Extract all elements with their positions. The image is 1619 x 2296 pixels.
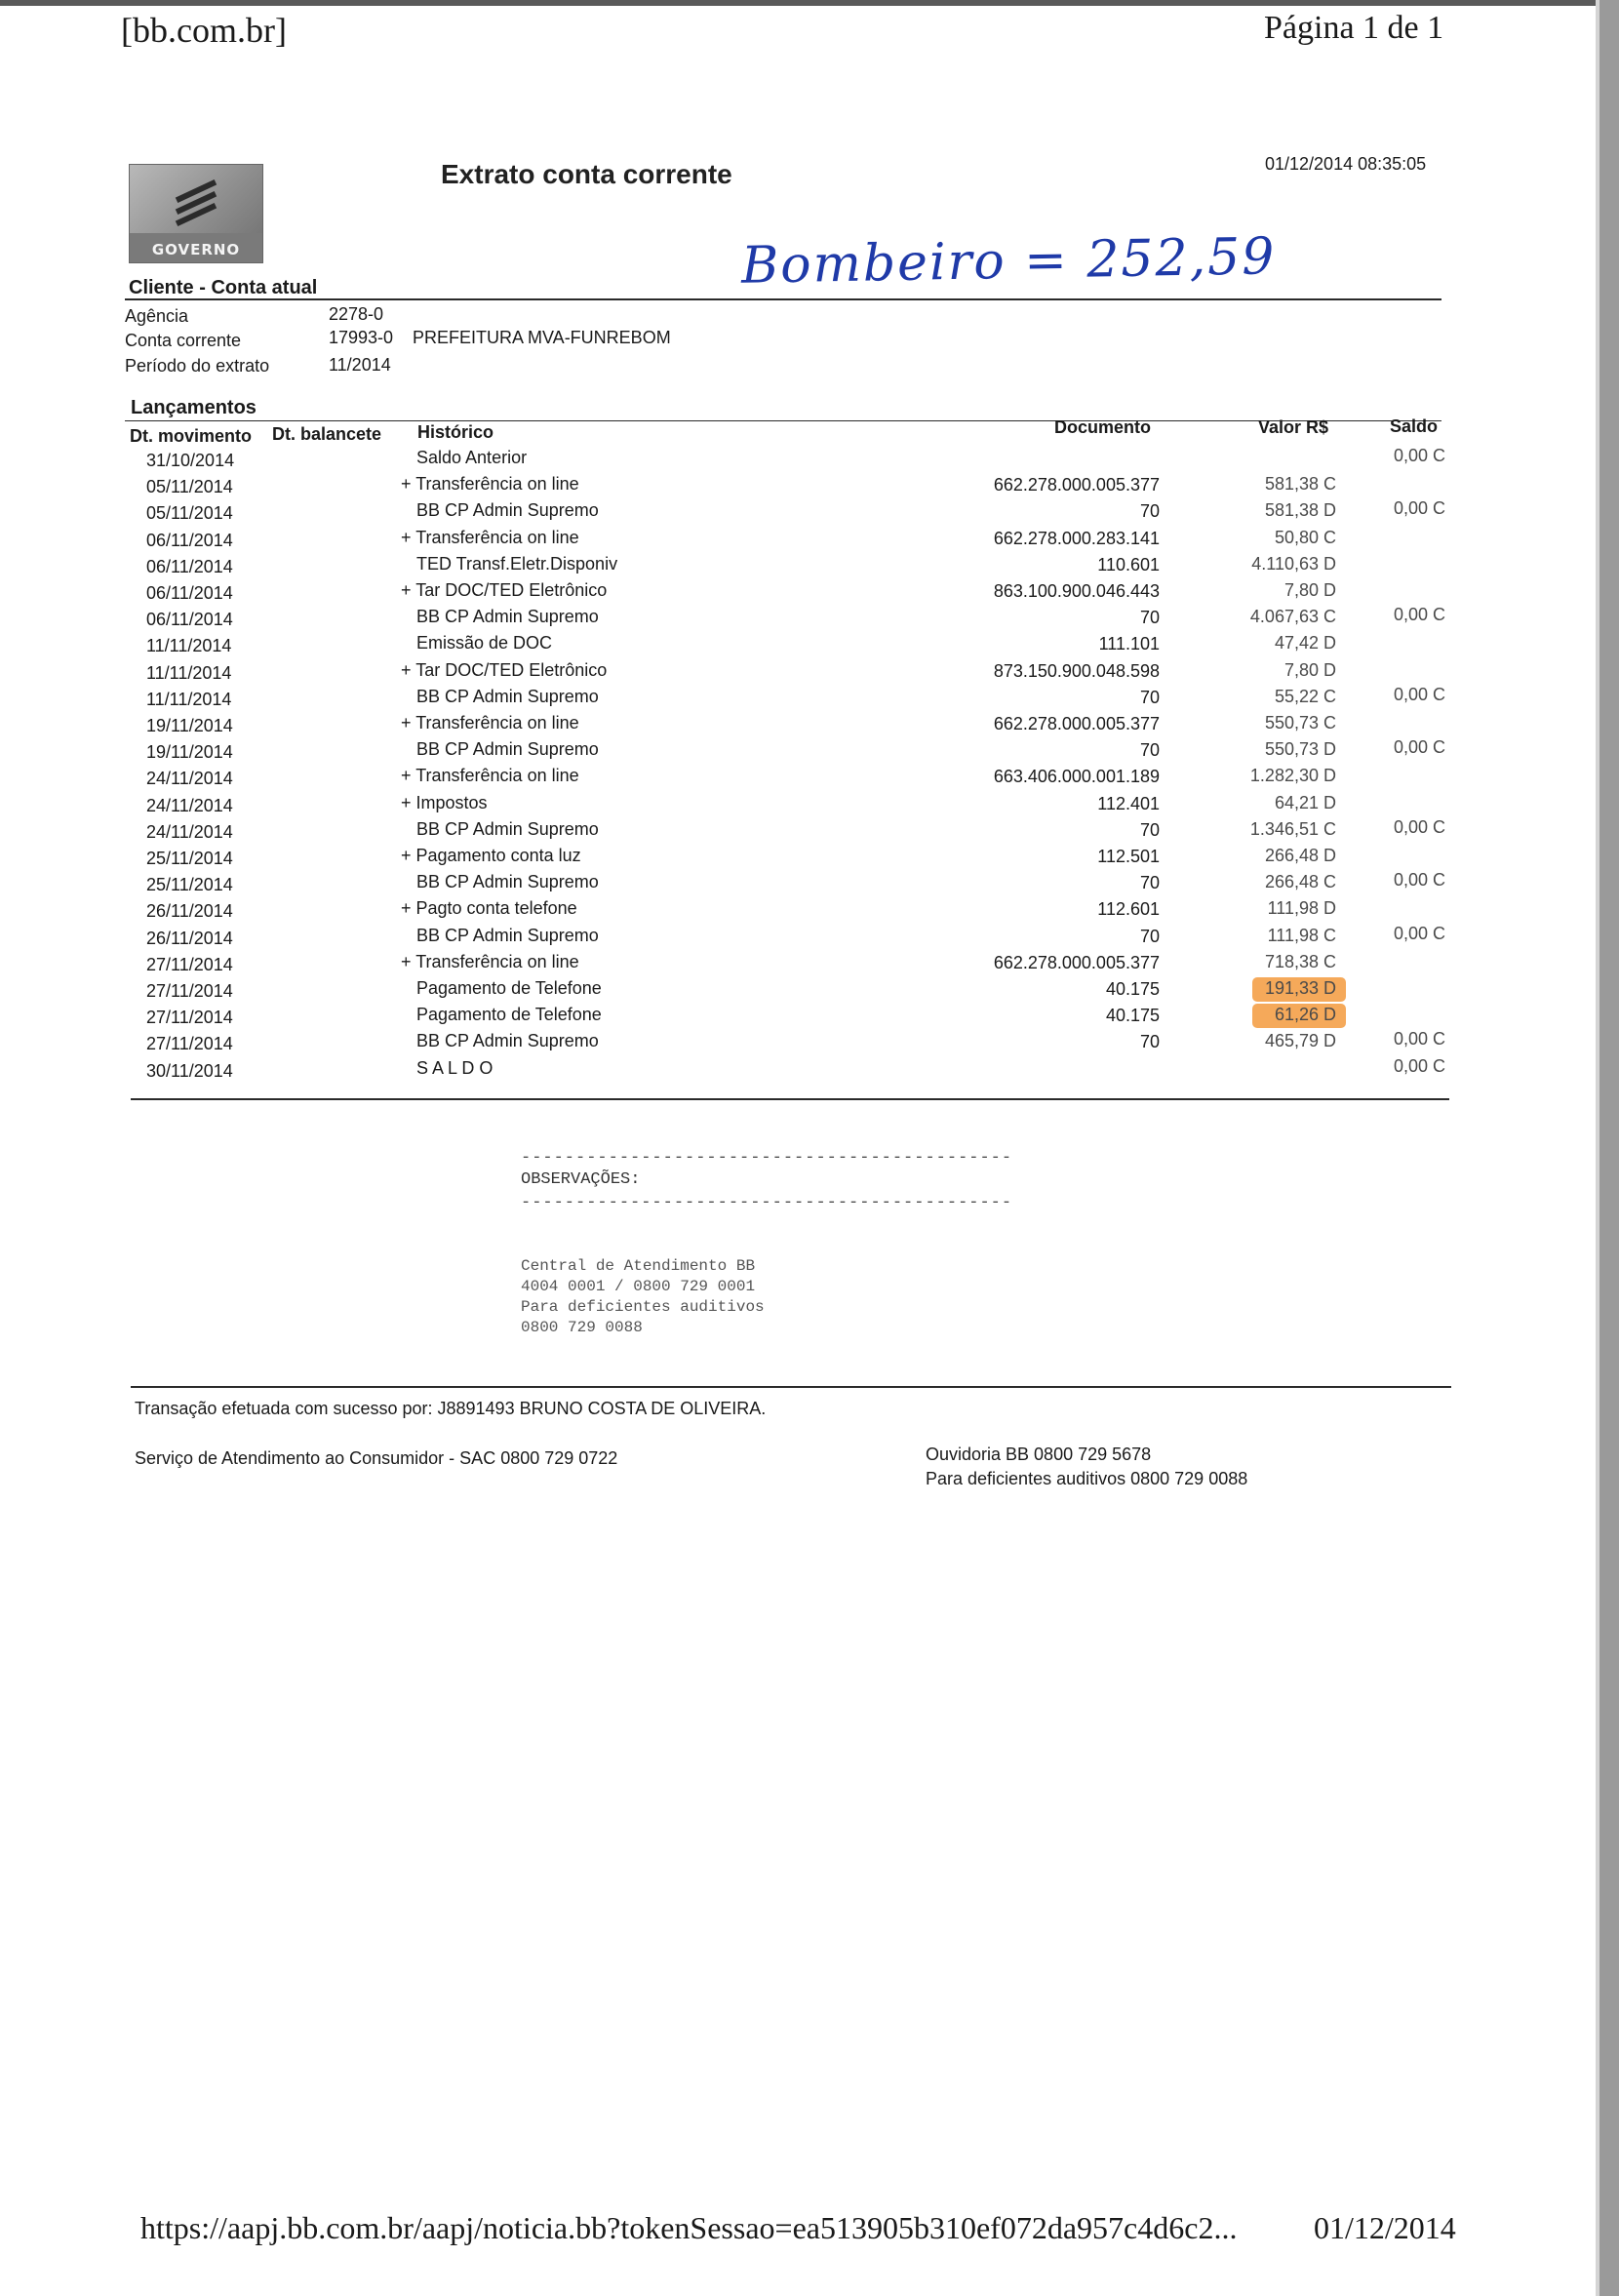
row-historico: BB CP Admin Supremo [416, 687, 599, 706]
row-documento: 70 [1139, 740, 1160, 760]
logo-text: GOVERNO [151, 241, 241, 258]
row-historico: BB CP Admin Supremo [416, 739, 599, 759]
row-date: 30/11/2014 [146, 1061, 233, 1081]
client-divider [125, 298, 1441, 300]
row-documento: 40.175 [1105, 1006, 1160, 1025]
transacao-text: Transação efetuada com sucesso por: J8891493 BRUNO COSTA DE OLIVEIRA. [135, 1399, 767, 1418]
handwritten-note: Bombeiro = 252,59 [740, 227, 1277, 296]
footer-divider [131, 1386, 1451, 1388]
row-documento: 70 [1139, 927, 1160, 946]
row-documento: 662.278.000.005.377 [993, 475, 1160, 495]
central-line-1: Central de Atendimento BB [521, 1257, 756, 1275]
row-valor: 4.110,63 D [1251, 554, 1336, 574]
row-date: 27/11/2014 [146, 955, 233, 974]
row-historico: + Transferência on line [401, 474, 579, 494]
row-valor: 64,21 D [1274, 793, 1336, 812]
row-valor: 550,73 C [1264, 713, 1336, 732]
table-bottom-rule [131, 1098, 1449, 1100]
periodo-label: Período do extrato [125, 356, 270, 376]
document-datetime: 01/12/2014 08:35:05 [1265, 154, 1427, 174]
row-valor: 4.067,63 C [1249, 607, 1336, 626]
row-documento: 70 [1139, 1032, 1160, 1051]
print-header-page: Página 1 de 1 [1264, 10, 1444, 46]
agencia-label: Agência [125, 306, 189, 326]
row-historico: + Tar DOC/TED Eletrônico [401, 580, 608, 600]
row-date: 11/11/2014 [146, 690, 232, 709]
row-valor: 111,98 D [1267, 898, 1336, 918]
row-valor: 111,98 C [1267, 926, 1336, 945]
row-historico: Saldo Anterior [416, 448, 528, 467]
row-saldo: 0,00 C [1393, 737, 1445, 757]
row-date: 06/11/2014 [146, 557, 233, 576]
row-date: 05/11/2014 [146, 477, 233, 496]
row-saldo: 0,00 C [1393, 870, 1445, 890]
row-historico: BB CP Admin Supremo [416, 872, 599, 891]
ouvidoria-text: Ouvidoria BB 0800 729 5678 [926, 1445, 1152, 1464]
bb-logo-icon [169, 175, 223, 229]
row-documento: 70 [1139, 608, 1160, 627]
scan-border-top [0, 0, 1619, 6]
row-valor: 191,33 D [1264, 978, 1336, 998]
row-valor: 61,26 D [1274, 1005, 1336, 1024]
row-historico: Pagamento de Telefone [416, 978, 602, 998]
conta-value: 17993-0 [329, 328, 394, 347]
row-date: 19/11/2014 [146, 742, 233, 762]
row-valor: 55,22 C [1274, 687, 1336, 706]
row-valor: 7,80 D [1283, 580, 1336, 600]
row-date: 19/11/2014 [146, 716, 233, 735]
row-historico: + Tar DOC/TED Eletrônico [401, 660, 608, 680]
print-footer-date: 01/12/2014 [1314, 2210, 1456, 2245]
row-documento: 70 [1139, 501, 1160, 521]
obs-dashes-top: --------------------------------------------- [521, 1149, 1013, 1168]
row-historico: BB CP Admin Supremo [416, 607, 599, 626]
row-historico: + Transferência on line [401, 766, 579, 785]
row-documento: 70 [1139, 820, 1160, 840]
row-historico: + Pagto conta telefone [401, 898, 577, 918]
row-date: 24/11/2014 [146, 796, 233, 815]
row-historico: TED Transf.Eletr.Disponiv [416, 554, 618, 574]
row-date: 27/11/2014 [146, 1008, 233, 1027]
row-date: 26/11/2014 [146, 901, 233, 921]
row-valor: 7,80 D [1283, 660, 1336, 680]
conta-label: Conta corrente [125, 331, 242, 350]
row-historico: Emissão de DOC [416, 633, 553, 653]
row-valor: 581,38 C [1264, 474, 1336, 494]
row-valor: 581,38 D [1264, 500, 1336, 520]
row-valor: 550,73 D [1264, 739, 1336, 759]
row-valor: 465,79 D [1264, 1031, 1336, 1050]
periodo-value: 11/2014 [329, 355, 391, 375]
col-dt-movimento: Dt. movimento [130, 426, 253, 446]
row-historico: BB CP Admin Supremo [416, 819, 599, 839]
document-title: Extrato conta corrente [441, 159, 732, 189]
row-date: 06/11/2014 [146, 531, 233, 550]
central-line-2: 4004 0001 / 0800 729 0001 [521, 1278, 756, 1295]
col-valor: Valor R$ [1258, 417, 1329, 437]
conta-titular: PREFEITURA MVA-FUNREBOM [413, 328, 671, 347]
bb-governo-logo [129, 164, 263, 263]
row-date: 06/11/2014 [146, 610, 233, 629]
row-date: 05/11/2014 [146, 503, 233, 523]
row-documento: 662.278.000.005.377 [993, 953, 1160, 972]
row-saldo: 0,00 C [1393, 817, 1445, 837]
obs-dashes-bottom: --------------------------------------------- [521, 1194, 1013, 1212]
central-line-3: Para deficientes auditivos [521, 1298, 765, 1316]
col-dt-balancete: Dt. balancete [272, 424, 382, 444]
row-date: 25/11/2014 [146, 875, 233, 894]
print-footer-url: https://aapj.bb.com.br/aapj/noticia.bb?tokenSessao=ea513905b310ef072da957c4d6c2... [140, 2210, 1238, 2245]
agencia-value: 2278-0 [329, 304, 384, 324]
row-date: 11/11/2014 [146, 636, 232, 655]
row-saldo: 0,00 C [1393, 446, 1445, 465]
row-date: 26/11/2014 [146, 929, 233, 948]
client-section-label: Cliente - Conta atual [129, 277, 318, 298]
row-valor: 266,48 C [1264, 872, 1336, 891]
row-date: 24/11/2014 [146, 822, 233, 842]
row-documento: 70 [1139, 688, 1160, 707]
sac-text: Serviço de Atendimento ao Consumidor - SAC 0800 729 0722 [135, 1448, 618, 1468]
row-valor: 1.282,30 D [1249, 766, 1336, 785]
row-documento: 112.501 [1097, 847, 1160, 866]
row-date: 25/11/2014 [146, 849, 233, 868]
row-date: 06/11/2014 [146, 583, 233, 603]
row-saldo: 0,00 C [1393, 924, 1445, 943]
obs-label: OBSERVAÇÕES: [521, 1170, 641, 1189]
lancamentos-divider [125, 420, 1441, 421]
ouvidoria-deficientes-text: Para deficientes auditivos 0800 729 0088 [926, 1469, 1248, 1488]
row-documento: 110.601 [1097, 555, 1160, 574]
row-valor: 1.346,51 C [1249, 819, 1336, 839]
central-atendimento [521, 1256, 765, 1338]
row-saldo: 0,00 C [1393, 1056, 1445, 1076]
row-documento: 112.401 [1097, 794, 1160, 813]
row-historico: Pagamento de Telefone [416, 1005, 602, 1024]
row-saldo: 0,00 C [1393, 498, 1445, 518]
row-saldo: 0,00 C [1393, 1029, 1445, 1049]
row-documento: 863.100.900.046.443 [993, 581, 1160, 601]
row-date: 31/10/2014 [146, 451, 235, 470]
central-line-4: 0800 729 0088 [521, 1319, 643, 1336]
row-historico: S A L D O [416, 1058, 494, 1078]
row-valor: 266,48 D [1264, 846, 1336, 865]
row-documento: 663.406.000.001.189 [993, 767, 1160, 786]
row-documento: 873.150.900.048.598 [993, 661, 1160, 681]
print-header-site: [bb.com.br] [121, 11, 287, 50]
row-historico: BB CP Admin Supremo [416, 926, 599, 945]
scan-border-right [1599, 0, 1619, 2296]
row-historico: + Pagamento conta luz [401, 846, 581, 865]
row-valor: 718,38 C [1264, 952, 1336, 971]
row-documento: 111.101 [1098, 634, 1160, 653]
col-documento: Documento [1054, 417, 1151, 437]
row-documento: 662.278.000.005.377 [993, 714, 1160, 733]
row-historico: + Transferência on line [401, 528, 579, 547]
col-historico: Histórico [417, 422, 494, 442]
row-historico: + Transferência on line [401, 713, 579, 732]
row-documento: 70 [1139, 873, 1160, 892]
row-historico: BB CP Admin Supremo [416, 500, 599, 520]
row-documento: 112.601 [1097, 899, 1160, 919]
row-historico: + Transferência on line [401, 952, 579, 971]
row-date: 27/11/2014 [146, 1034, 233, 1053]
row-documento: 662.278.000.283.141 [993, 529, 1160, 548]
row-valor: 50,80 C [1274, 528, 1336, 547]
row-date: 27/11/2014 [146, 981, 233, 1001]
row-saldo: 0,00 C [1393, 605, 1445, 624]
row-historico: + Impostos [401, 793, 488, 812]
row-historico: BB CP Admin Supremo [416, 1031, 599, 1050]
lancamentos-label: Lançamentos [131, 397, 257, 418]
row-valor: 47,42 D [1274, 633, 1336, 653]
row-date: 11/11/2014 [146, 663, 232, 683]
row-date: 24/11/2014 [146, 769, 233, 788]
row-saldo: 0,00 C [1393, 685, 1445, 704]
col-saldo: Saldo [1390, 416, 1439, 436]
row-documento: 40.175 [1105, 979, 1160, 999]
